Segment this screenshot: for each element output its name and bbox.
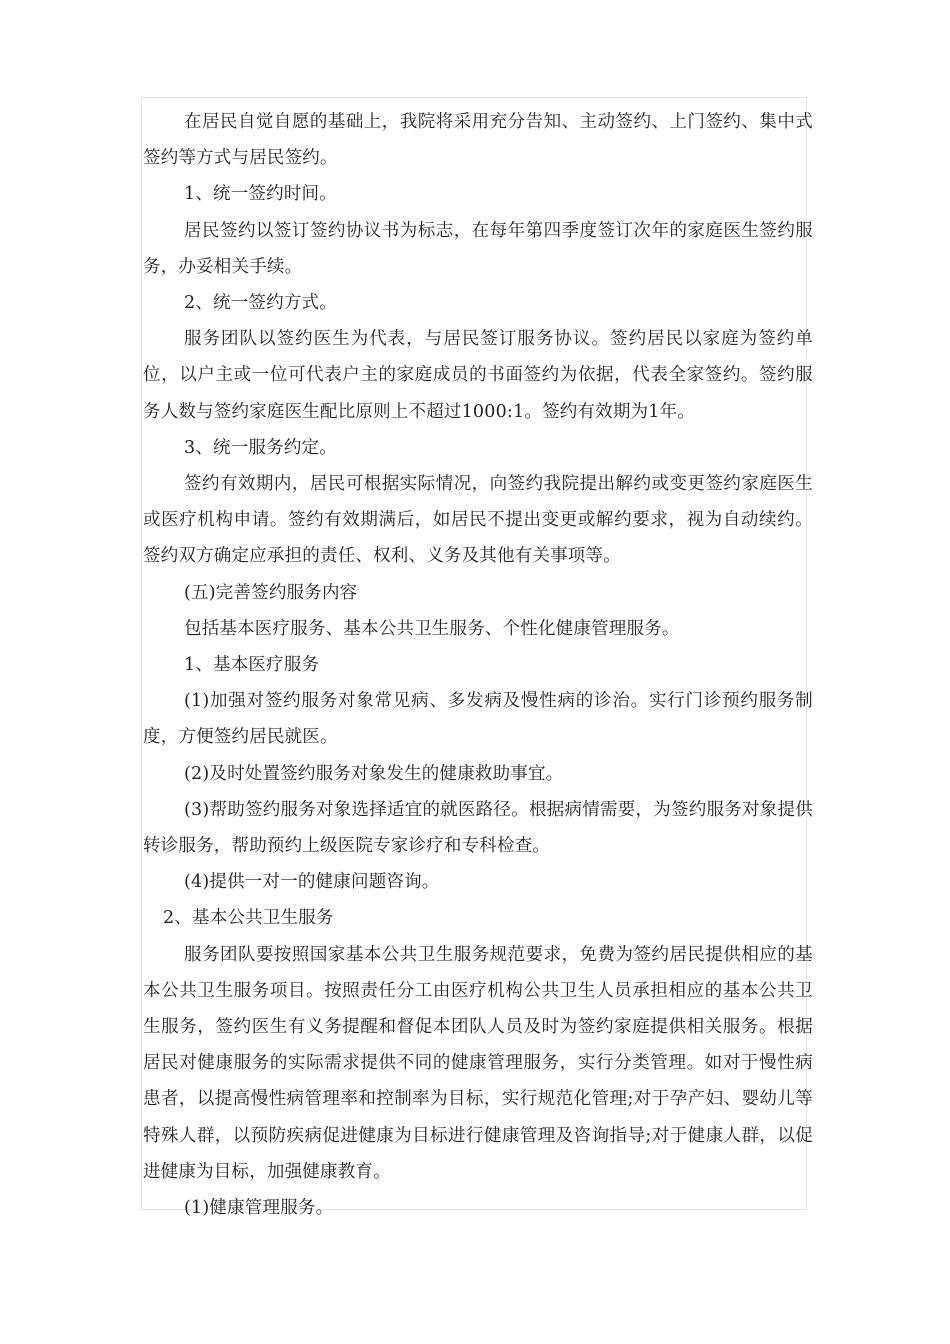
heading-unified-signing-time: 1、统一签约时间。 bbox=[184, 184, 337, 205]
heading-unified-service-agreement: 3、统一服务约定。 bbox=[184, 437, 337, 458]
heading-unified-signing-method: 2、统一签约方式。 bbox=[184, 293, 337, 314]
heading-health-management: (1)健康管理服务。 bbox=[184, 1198, 334, 1219]
list-item-medical-4: (4)提供一对一的健康问题咨询。 bbox=[184, 872, 440, 893]
paragraph-signing-time: 居民签约以签订签约协议书为标志，在每年第四季度签订次年的家庭医生签约服务，办妥相关手续。 bbox=[143, 220, 813, 277]
paragraph-signing-methods: 在居民自觉自愿的基础上，我院将采用充分告知、主动签约、上门签约、集中式签约等方式与居民签约。 bbox=[143, 112, 813, 169]
heading-section-five: (五)完善签约服务内容 bbox=[184, 582, 358, 603]
paragraph-service-content: 包括基本医疗服务、基本公共卫生服务、个性化健康管理服务。 bbox=[184, 618, 680, 639]
list-item-medical-1: (1)加强对签约服务对象常见病、多发病及慢性病的诊治。实行门诊预约服务制度，方便签约居民就医。 bbox=[143, 691, 813, 748]
list-item-medical-3: (3)帮助签约服务对象选择适宜的就医路径。根据病情需要，为签约服务对象提供转诊服务，帮助预约上级医院专家诊疗和专科检查。 bbox=[143, 799, 813, 857]
paragraph-signing-method: 服务团队以签约医生为代表，与居民签订服务协议。签约居民以家庭为签约单位，以户主或一位可代表户主的家庭成员的书面签约为依据，代表全家签约。签约服务人数与签约家庭医生配比原则上不超过1000:1。签约有效期为1年。 bbox=[143, 329, 813, 422]
paragraph-public-health-service: 服务团队要按照国家基本公共卫生服务规范要求，免费为签约居民提供相应的基本公共卫生服务项目。按照责任分工由医疗机构公共卫生人员承担相应的基本公共卫生服务，签约医生有义务提醒和督促本团队人员及时为签约家庭提供相关服务。根据居民对健康服务的实际需求提供不同的健康管理服务，实行分类管理。如对于慢性病患者，以提高慢性病管理率和控制率为目标，实行规范化管理;对于孕产妇、婴幼儿等特殊人群，以预防疾病促进健康为目标进行健康管理及咨询指导;对于健康人群，以促进健康为目标，加强健康教育。 bbox=[143, 944, 813, 1182]
heading-basic-medical-service: 1、基本医疗服务 bbox=[184, 655, 320, 676]
paragraph-service-agreement: 签约有效期内，居民可根据实际情况，向签约我院提出解约或变更签约家庭医生或医疗机构申请。签约有效期满后，如居民不提出变更或解约要求，视为自动续约。签约双方确定应承担的责任、权利、义务及其他有关事项等。 bbox=[143, 474, 813, 567]
list-item-medical-2: (2)及时处置签约服务对象发生的健康救助事宜。 bbox=[184, 763, 564, 784]
document-body bbox=[143, 104, 813, 1226]
heading-public-health-service: 2、基本公共卫生服务 bbox=[163, 908, 334, 929]
